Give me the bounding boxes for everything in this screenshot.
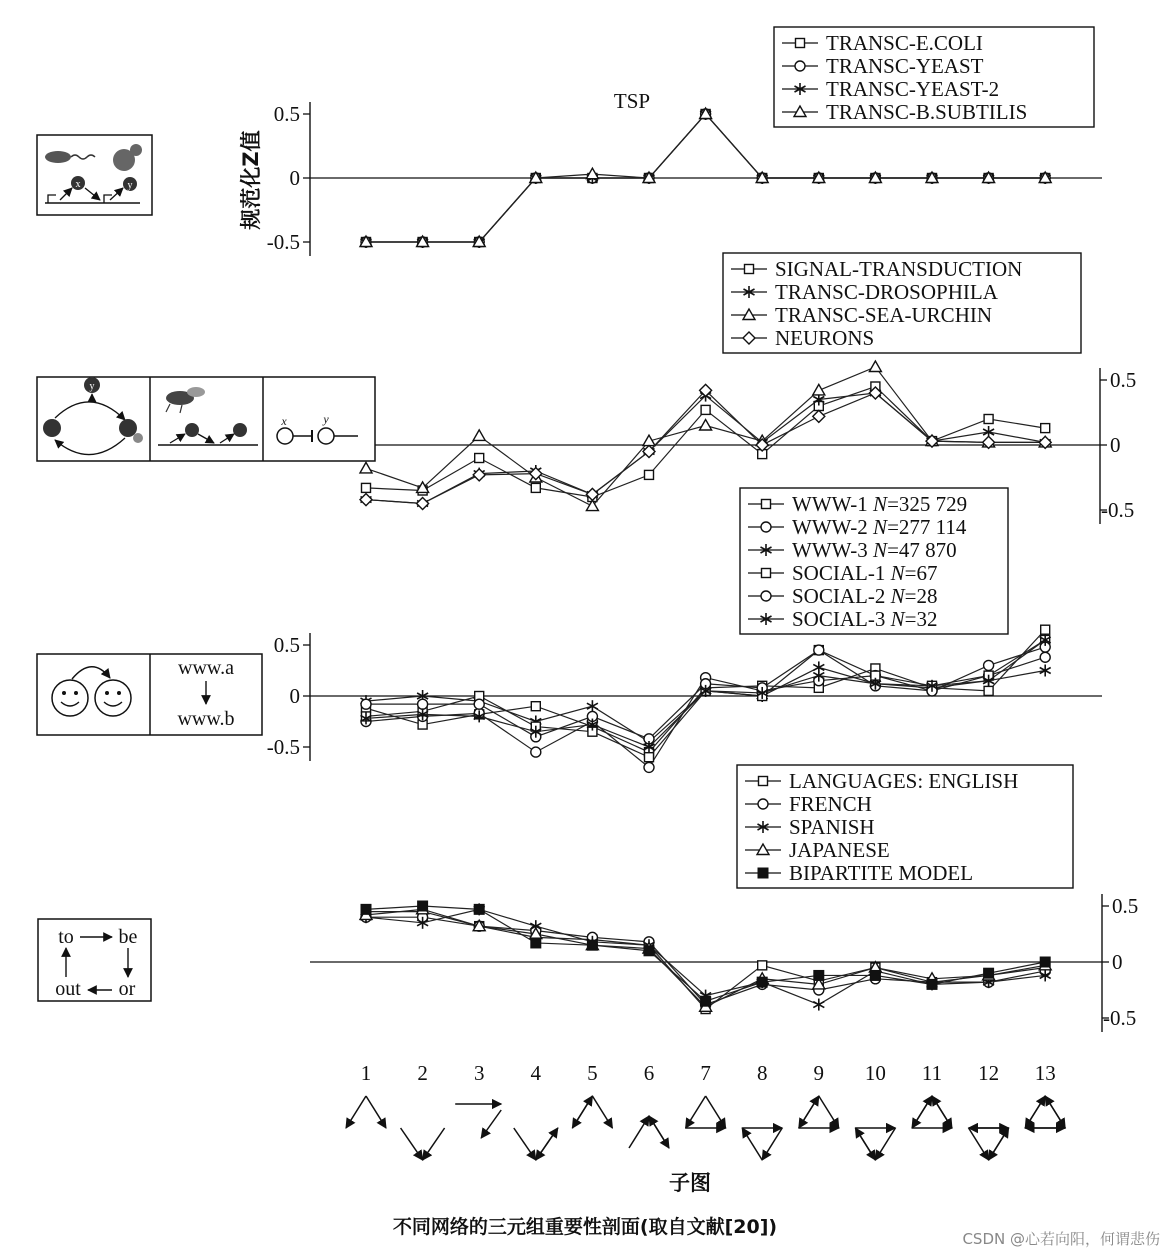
subgraph-id: 10 bbox=[864, 1061, 886, 1085]
subgraph-id: 6 bbox=[643, 1061, 655, 1085]
subgraph-motif-9-icon bbox=[799, 1096, 839, 1128]
subgraph-id: 5 bbox=[587, 1061, 598, 1085]
series-1-4 bbox=[360, 108, 1051, 247]
subgraph-motif-1-icon bbox=[346, 1096, 386, 1128]
data-point bbox=[1041, 625, 1050, 634]
legend-label: TRANSC-YEAST-2 bbox=[826, 77, 1000, 101]
legend-marker bbox=[762, 569, 771, 578]
data-point bbox=[360, 494, 372, 506]
svg-text:to: to bbox=[58, 926, 74, 948]
data-point bbox=[758, 961, 767, 970]
data-point bbox=[701, 405, 710, 414]
data-point bbox=[418, 699, 428, 709]
legend-1 bbox=[774, 27, 1094, 127]
data-point bbox=[587, 940, 597, 950]
y-tick-label: 0 bbox=[1112, 950, 1123, 974]
data-point bbox=[1040, 957, 1050, 967]
legend-marker bbox=[758, 799, 768, 809]
subgraph-id: 1 bbox=[360, 1061, 372, 1085]
series-3-4 bbox=[362, 635, 1050, 761]
legend-label: LANGUAGES: ENGLISH bbox=[789, 769, 1019, 793]
legend-3 bbox=[740, 488, 1008, 634]
subgraph-id: 3 bbox=[473, 1061, 485, 1085]
data-point bbox=[1041, 424, 1050, 433]
legend-marker bbox=[762, 500, 771, 509]
legend-label: WWW-1 N=325 729 bbox=[792, 492, 968, 516]
y-axis-label: 规范化Z值 bbox=[239, 130, 263, 230]
panel1-icon-box bbox=[37, 135, 152, 215]
charts-layer bbox=[264, 27, 1138, 1032]
csdn-watermark: CSDN @心若向阳，何谓悲伤 bbox=[962, 1230, 1160, 1248]
data-point bbox=[531, 938, 541, 948]
data-point bbox=[814, 645, 824, 655]
subgraph-id-row bbox=[361, 1061, 1056, 1085]
svg-text:y: y bbox=[127, 180, 133, 191]
data-point bbox=[531, 747, 541, 757]
panel3-icon-box bbox=[37, 654, 262, 735]
data-point bbox=[700, 420, 712, 431]
y-tick-label: 0 bbox=[1110, 433, 1121, 457]
panel-3 bbox=[267, 488, 1102, 772]
subgraph-motif-8-icon bbox=[742, 1128, 782, 1160]
legend-4 bbox=[737, 765, 1073, 888]
data-point bbox=[984, 686, 993, 695]
data-point bbox=[587, 700, 598, 712]
data-point bbox=[813, 410, 825, 422]
data-point bbox=[644, 946, 654, 956]
subgraph-motif-12-icon bbox=[969, 1128, 1009, 1160]
data-point bbox=[645, 470, 654, 479]
panel4-icon-box bbox=[38, 919, 151, 1001]
subgraph-motif-row bbox=[346, 1096, 1065, 1160]
data-point bbox=[474, 904, 484, 914]
svg-text:be: be bbox=[118, 926, 138, 948]
data-point bbox=[361, 699, 371, 709]
legend-marker bbox=[759, 777, 768, 786]
data-point bbox=[531, 702, 540, 711]
panel1-title: TSP bbox=[613, 89, 651, 113]
data-point bbox=[644, 762, 654, 772]
legend-label: SOCIAL-3 N=32 bbox=[792, 607, 938, 631]
legend-label: SOCIAL-2 N=28 bbox=[792, 584, 938, 608]
data-point bbox=[360, 462, 372, 473]
svg-text:x: x bbox=[75, 179, 81, 190]
subgraph-motif-7-icon bbox=[686, 1096, 726, 1128]
legend-label: SPANISH bbox=[789, 815, 875, 839]
y-tick-label: 0.5 bbox=[273, 102, 300, 126]
subgraph-id: 4 bbox=[530, 1061, 542, 1085]
legend-label: TRANSC-YEAST bbox=[826, 54, 984, 78]
legend-label: JAPANESE bbox=[789, 838, 890, 862]
y-tick-label: -0.5 bbox=[1103, 1006, 1137, 1030]
series-3-2 bbox=[361, 652, 1050, 772]
svg-text:out: out bbox=[55, 978, 81, 1000]
data-point bbox=[984, 415, 993, 424]
series-line bbox=[366, 906, 1045, 1001]
data-point bbox=[870, 970, 880, 980]
subgraph-id: 13 bbox=[1034, 1061, 1056, 1085]
legend-2 bbox=[723, 253, 1081, 353]
y-tick-label: 0 bbox=[289, 684, 300, 708]
legend-label: NEURONS bbox=[775, 326, 875, 350]
legend-marker bbox=[745, 265, 754, 274]
legend-label: SIGNAL-TRANSDUCTION bbox=[775, 257, 1023, 281]
legend-label: WWW-3 N=47 870 bbox=[792, 538, 957, 562]
data-point bbox=[474, 699, 484, 709]
data-point bbox=[473, 430, 485, 441]
subgraph-motif-6-icon bbox=[629, 1116, 669, 1148]
data-point bbox=[418, 901, 428, 911]
y-tick-label: 0.5 bbox=[1110, 368, 1137, 392]
subgraph-motif-4-icon bbox=[514, 1128, 558, 1160]
legend-label: BIPARTITE MODEL bbox=[789, 861, 974, 885]
data-point bbox=[984, 968, 994, 978]
legend-marker bbox=[796, 39, 805, 48]
data-point bbox=[927, 979, 937, 989]
legend-marker bbox=[795, 61, 805, 71]
subgraph-motif-3-icon bbox=[455, 1104, 501, 1138]
subgraph-motif-2-icon bbox=[401, 1128, 445, 1160]
data-point bbox=[362, 483, 371, 492]
x-axis-label: 子图 bbox=[669, 1171, 711, 1195]
legend-marker bbox=[758, 868, 768, 878]
panel-1 bbox=[267, 27, 1102, 256]
data-point bbox=[869, 361, 881, 372]
y-tick-label: -0.5 bbox=[266, 230, 300, 254]
svg-text:www.a: www.a bbox=[178, 657, 234, 679]
svg-text:www.b: www.b bbox=[177, 708, 235, 730]
panel-4 bbox=[310, 765, 1138, 1032]
legend-label: TRANSC-DROSOPHILA bbox=[775, 280, 998, 304]
data-point bbox=[984, 660, 994, 670]
legend-label: WWW-2 N=277 114 bbox=[792, 515, 967, 539]
data-point bbox=[813, 384, 825, 395]
legend-label: SOCIAL-1 N=67 bbox=[792, 561, 938, 585]
figure-caption: 不同网络的三元组重要性剖面(取自文献[20]) bbox=[392, 1216, 778, 1238]
y-tick-label: 0 bbox=[289, 166, 300, 190]
data-point bbox=[417, 498, 429, 510]
y-tick-label: -0.5 bbox=[1101, 498, 1135, 522]
data-point bbox=[645, 753, 654, 762]
data-point bbox=[814, 970, 824, 980]
y-tick-label: 0.5 bbox=[273, 633, 300, 657]
legend-label: TRANSC-E.COLI bbox=[826, 31, 983, 55]
svg-text:y: y bbox=[323, 412, 329, 426]
series-3-6 bbox=[361, 634, 1051, 753]
legend-entry bbox=[731, 257, 1022, 281]
legend-label: FRENCH bbox=[789, 792, 872, 816]
legend-label: TRANSC-B.SUBTILIS bbox=[826, 100, 1028, 124]
subgraph-motif-10-icon bbox=[855, 1128, 895, 1160]
series-line bbox=[366, 640, 1045, 757]
subgraph-id: 12 bbox=[978, 1061, 1000, 1085]
data-point bbox=[361, 904, 371, 914]
legend-label: TRANSC-SEA-URCHIN bbox=[775, 303, 993, 327]
data-point bbox=[1040, 652, 1050, 662]
subgraph-id: 8 bbox=[756, 1061, 768, 1085]
data-point bbox=[813, 999, 824, 1011]
y-tick-label: -0.5 bbox=[266, 735, 300, 759]
data-point bbox=[1040, 665, 1051, 677]
subgraph-id: 9 bbox=[813, 1061, 825, 1085]
data-point bbox=[475, 454, 484, 463]
subgraph-id: 11 bbox=[921, 1061, 943, 1085]
legend-marker bbox=[761, 591, 771, 601]
legend-marker bbox=[761, 522, 771, 532]
subgraph-id: 7 bbox=[700, 1061, 711, 1085]
subgraph-id: 2 bbox=[417, 1061, 428, 1085]
panel-2 bbox=[264, 253, 1136, 524]
y-tick-label: 0.5 bbox=[1112, 894, 1139, 918]
svg-text:x: x bbox=[281, 414, 287, 428]
subgraph-motif-11-icon bbox=[912, 1096, 952, 1128]
subgraph-motif-5-icon bbox=[572, 1096, 612, 1128]
data-point bbox=[757, 977, 767, 987]
svg-text:or: or bbox=[118, 978, 136, 1000]
series-4-3 bbox=[361, 903, 1051, 1010]
data-point bbox=[701, 996, 711, 1006]
data-point bbox=[531, 483, 540, 492]
subgraph-motif-13-icon bbox=[1025, 1096, 1065, 1128]
panel2-icon-box bbox=[37, 377, 375, 461]
svg-text:y: y bbox=[89, 381, 95, 392]
